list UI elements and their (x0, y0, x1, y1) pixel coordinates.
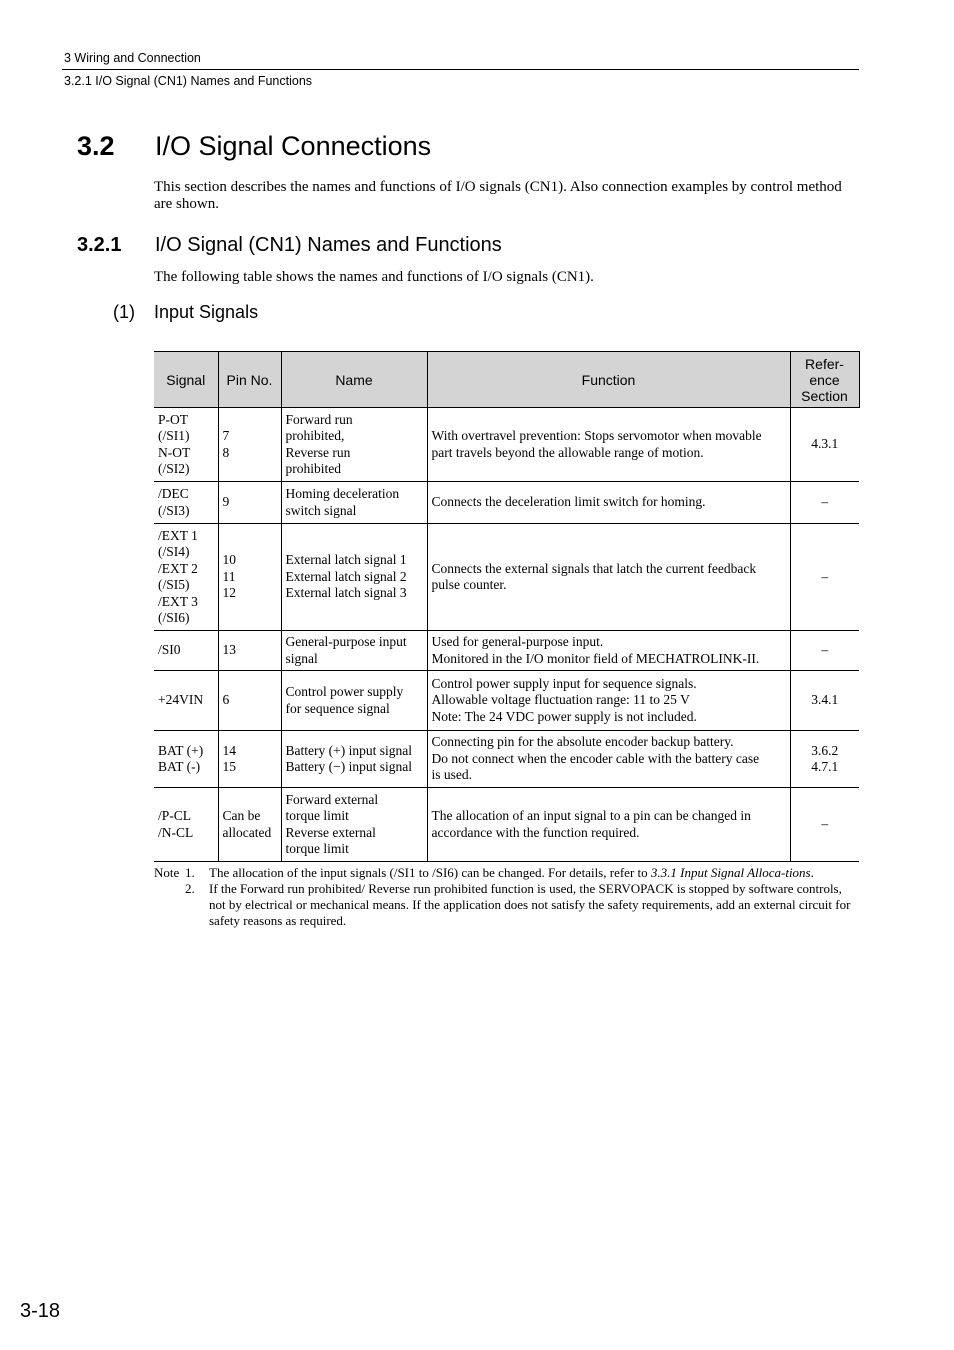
col-header-reference (790, 352, 859, 408)
cell-name (281, 788, 427, 862)
cell-function-line: Used for general-purpose input. (431, 634, 604, 649)
cell-pin (218, 731, 281, 788)
cell-function (427, 408, 790, 482)
note-2 (154, 881, 857, 929)
page-number: 3-18 (20, 1300, 61, 1322)
cell-pin-line: 8 (222, 444, 230, 460)
cell-reference (790, 524, 859, 631)
cell-pin (218, 671, 281, 731)
cell-signal-line: P-OT (158, 411, 188, 427)
cell-function-line: accordance with the function required. (431, 824, 640, 840)
table-row (154, 631, 859, 671)
section-heading (77, 131, 431, 162)
cell-signal-line: (/SI5) (158, 577, 190, 592)
cell-function (427, 788, 790, 862)
cell-signal-line: /N-CL (158, 824, 194, 840)
cell-name-line: for sequence signal (285, 700, 390, 716)
table-row (154, 524, 859, 631)
cell-function (427, 671, 790, 731)
section-intro: This section describes the names and functions of I/O signals (CN1). Also connection examples by control method are shown. (154, 179, 842, 212)
cell-signal (154, 788, 218, 862)
cell-signal (154, 524, 218, 631)
cell-name-line: torque limit (285, 841, 349, 856)
cell-function (427, 482, 790, 524)
subsection-number: 3.2.1 (77, 234, 122, 256)
table-row (154, 482, 859, 524)
section-number: 3.2 (77, 131, 115, 161)
cell-function-line: The allocation of an input signal to a pin can be changed in (431, 808, 751, 823)
cell-pin-line: 9 (222, 494, 230, 510)
cell-function (427, 731, 790, 788)
cell-reference-line: 3.6.2 (811, 742, 839, 758)
cell-pin-line: 13 (222, 642, 236, 658)
cell-signal-line: (/SI4) (158, 544, 190, 559)
cell-name-line: Battery (−) input signal (285, 759, 412, 774)
cell-reference (790, 671, 859, 731)
cell-function-line: Connects the deceleration limit switch for homing. (431, 494, 706, 510)
note-text: The allocation of the input signals (/SI1 to /SI6) can be changed. For details, refer to (209, 865, 651, 880)
table-notes (154, 865, 857, 929)
cell-name-line: Reverse run (285, 444, 351, 460)
cell-signal-line: (/SI6) (158, 610, 190, 625)
cell-pin-line: Can be (222, 808, 261, 823)
cell-signal-line: /EXT 3 (158, 593, 198, 609)
cell-reference-line: 4.7.1 (811, 759, 839, 774)
cell-name (281, 482, 427, 524)
cell-reference (790, 731, 859, 788)
cell-name-line: prohibited, (285, 428, 345, 443)
cell-signal-line: N-OT (158, 444, 191, 460)
subsection-heading (77, 234, 502, 257)
cell-name-line: Forward external (285, 791, 379, 807)
cell-pin (218, 482, 281, 524)
cell-pin-line: 7 (222, 428, 230, 443)
list-heading-title: Input Signals (154, 302, 259, 322)
col-header-function: Function (427, 352, 790, 408)
col-header-name: Name (281, 352, 427, 408)
cell-name (281, 408, 427, 482)
cell-function-line: Connects the external signals that latch the current feedback (431, 560, 757, 576)
cell-signal (154, 631, 218, 671)
cell-function-line: is used. (431, 767, 472, 783)
cell-signal-line: /SI0 (158, 642, 181, 658)
cell-pin-line: allocated (222, 824, 272, 840)
table-row (154, 671, 859, 731)
cell-signal-line: BAT (+) (158, 742, 204, 758)
cell-signal-line: /P-CL (158, 808, 192, 823)
cell-pin (218, 408, 281, 482)
cell-reference-line: – (821, 494, 829, 510)
cell-signal (154, 671, 218, 731)
cell-signal-line: /EXT 1 (158, 527, 198, 543)
running-head-chapter: 3 Wiring and Connection (64, 51, 201, 65)
cell-signal-line: (/SI3) (158, 502, 190, 518)
cell-name (281, 671, 427, 731)
cell-reference-line: 4.3.1 (811, 436, 839, 452)
cell-function-line: Connecting pin for the absolute encoder backup battery. (431, 734, 734, 750)
cell-signal-line: /DEC (158, 486, 189, 501)
cell-pin (218, 788, 281, 862)
subsection-intro: The following table shows the names and functions of I/O signals (CN1). (154, 269, 594, 285)
col-header-ref-line: ence (809, 371, 840, 388)
note-number: 1. (185, 865, 195, 880)
cell-signal (154, 731, 218, 788)
cell-pin-line: 11 (222, 568, 236, 584)
cell-function-line: pulse counter. (431, 577, 507, 592)
col-header-ref-line: Refer- (805, 355, 844, 372)
cell-signal-line: (/SI1) (158, 428, 190, 443)
note-1 (154, 865, 857, 881)
cell-pin-line: 14 (222, 742, 236, 758)
cell-pin (218, 524, 281, 631)
cell-name-line: General-purpose input (285, 634, 407, 649)
cell-signal (154, 482, 218, 524)
cell-pin-line: 15 (222, 759, 236, 774)
cell-function (427, 631, 790, 671)
cell-name-line: External latch signal 1 (285, 552, 407, 568)
cell-name-line: signal (285, 650, 318, 666)
cell-name-line: Battery (+) input signal (285, 742, 412, 758)
cell-reference (790, 631, 859, 671)
cell-signal-line: +24VIN (158, 692, 204, 708)
subsection-title: I/O Signal (CN1) Names and Functions (155, 234, 502, 256)
cell-reference-line: – (821, 568, 829, 584)
cell-name-line: Reverse external (285, 824, 376, 840)
list-heading-number: (1) (113, 302, 135, 322)
cell-pin-line: 12 (222, 585, 236, 601)
cell-function-line: part travels beyond the allowable range of motion. (431, 444, 704, 460)
cell-function-line: With overtravel prevention: Stops servomotor when movable (431, 428, 762, 443)
cell-function-line: Allowable voltage fluctuation range: 11 to 25 V (431, 692, 690, 708)
note-label: Note (154, 865, 180, 880)
table-header-row (154, 352, 859, 408)
table-row (154, 731, 859, 788)
cell-name-line: External latch signal 2 (285, 568, 407, 584)
table-row (154, 788, 859, 862)
table-row (154, 408, 859, 482)
cell-name (281, 731, 427, 788)
col-header-signal: Signal (154, 352, 218, 408)
cell-signal (154, 408, 218, 482)
section-title: I/O Signal Connections (155, 131, 432, 161)
header-rule (62, 69, 859, 70)
cell-reference (790, 482, 859, 524)
cell-signal-line: BAT (-) (158, 759, 201, 774)
cell-function-line: Do not connect when the encoder cable with the battery case (431, 750, 760, 766)
cell-name-line: External latch signal 3 (285, 585, 407, 601)
cell-name-line: switch signal (285, 502, 357, 518)
cell-function-line: Monitored in the I/O monitor field of MECHATROLINK-II. (431, 650, 760, 666)
cell-name-line: Forward run (285, 411, 353, 427)
cell-reference-line: 3.4.1 (811, 692, 839, 708)
cell-name-line: prohibited (285, 461, 341, 476)
cell-signal-line: /EXT 2 (158, 560, 198, 576)
cell-function-line: Note: The 24 VDC power supply is not included. (431, 708, 697, 724)
cell-name (281, 631, 427, 671)
cell-name-line: Control power supply (285, 684, 404, 699)
note-text-end: . (810, 865, 814, 880)
cell-reference (790, 788, 859, 862)
note-text: If the Forward run prohibited/ Reverse run prohibited function is used, the SERVOPACK is stopped by software controls, not by electrical or mechanical means. If the application does not satisfy the safety requirements, add an external circuit for safety reasons as required. (209, 881, 851, 928)
note-reference: 3.3.1 Input Signal Alloca-tions (650, 865, 811, 880)
cell-pin-line: 6 (222, 692, 230, 708)
note-number: 2. (185, 881, 195, 896)
cell-name (281, 524, 427, 631)
cell-reference-line: – (821, 816, 829, 832)
col-header-pin: Pin No. (218, 352, 281, 408)
list-heading (113, 302, 258, 323)
cell-signal-line: (/SI2) (158, 461, 190, 476)
input-signals-table (154, 351, 860, 862)
col-header-ref-line: Section (801, 387, 848, 404)
cell-function-line: Control power supply input for sequence signals. (431, 675, 697, 691)
running-head-section: 3.2.1 I/O Signal (CN1) Names and Functions (64, 74, 313, 88)
cell-function (427, 524, 790, 631)
cell-pin (218, 631, 281, 671)
cell-reference (790, 408, 859, 482)
cell-reference-line: – (821, 642, 829, 658)
cell-pin-line: 10 (222, 552, 236, 568)
cell-name-line: torque limit (285, 808, 349, 823)
cell-name-line: Homing deceleration (285, 486, 400, 501)
